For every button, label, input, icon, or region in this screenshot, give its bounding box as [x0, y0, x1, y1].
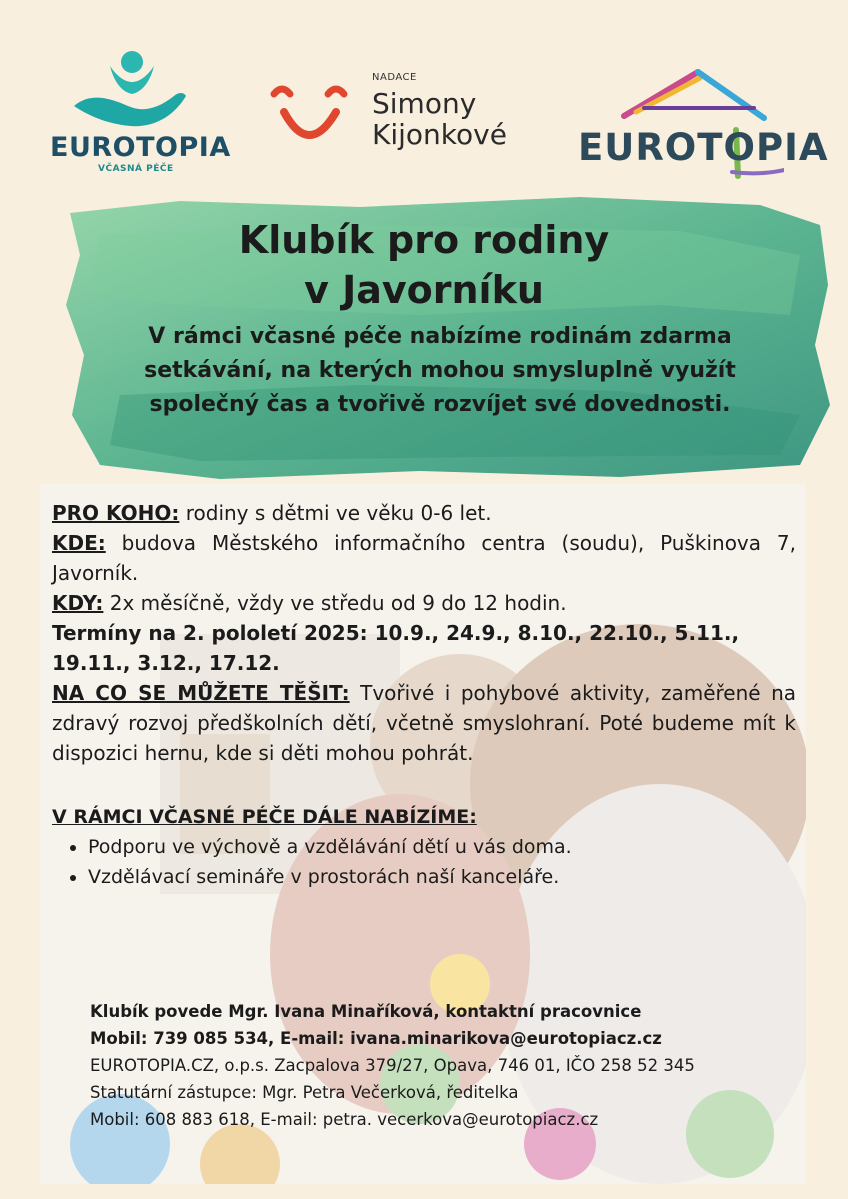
- for-whom-label: PRO KOHO:: [52, 501, 180, 525]
- list-item: • Vzdělávací semináře v prostorách naší kanceláře.: [88, 862, 796, 892]
- where-row: [52, 528, 796, 588]
- when-text: 2x měsíčně, vždy ve středu od 9 do 12 hodin.: [103, 591, 567, 615]
- when-label: KDY:: [52, 591, 104, 615]
- statutory-representative: Statutární zástupce: Mgr. Petra Večerková, ředitelka: [90, 1083, 519, 1102]
- for-whom-text: rodiny s dětmi ve věku 0-6 let.: [179, 501, 492, 525]
- logo-bar: [0, 0, 848, 190]
- contact-lead: Klubík povede Mgr. Ivana Minaříková, kontaktní pracovnice: [90, 1002, 642, 1021]
- info-section: [52, 498, 796, 892]
- contact-section: [90, 998, 790, 1133]
- where-text: budova Městského informačního centra (soudu), Puškinova 7, Javorník.: [52, 531, 796, 585]
- simony-line: Simony: [372, 87, 477, 120]
- organization-address: EUROTOPIA.CZ, o.p.s. Zacpalova 379/27, Opava, 746 01, IČO 258 52 345: [90, 1056, 695, 1075]
- nadace-simony-kijonkove-logo: [268, 68, 538, 168]
- nadace-label: NADACE: [372, 72, 417, 83]
- simony-kijonkove-name: [372, 88, 507, 150]
- look-forward-text: Tvořivé i pohybové aktivity, zaměřené na zdravý rozvoj předškolních dětí, včetně smyslohraní. Poté budeme mít k dispozici hernu, kde si děti mohou pohrát.: [52, 681, 796, 765]
- eurotopia-left-brand: EUROTOPIA: [50, 132, 231, 163]
- look-forward-label: NA CO SE MŮŽETE TĚŠIT:: [52, 681, 350, 705]
- representative-phone-email: Mobil: 608 883 618, E-mail: petra. vecerkova@eurotopiacz.cz: [90, 1110, 599, 1129]
- title-line-1: Klubík pro rodiny: [238, 218, 610, 262]
- eurotopia-right-logo: [574, 64, 829, 184]
- look-forward-row: [52, 678, 796, 768]
- kijonkove-line: Kijonkové: [372, 118, 507, 151]
- intro-text: V rámci včasné péče nabízíme rodinám zdarma setkávání, na kterých mohou smysluplně využít společný čas a tvořivě rozvíjet své dovednosti.: [144, 324, 736, 417]
- offer-heading: V RÁMCI VČASNÉ PÉČE DÁLE NABÍZÍME:: [52, 806, 477, 828]
- spacer: [52, 768, 796, 802]
- when-row: [52, 588, 796, 618]
- eurotopia-vcasna-pece-logo: [40, 48, 231, 178]
- title-line-2: v Javorníku: [304, 268, 544, 312]
- eurotopia-right-brand: EUROTOPIA: [578, 126, 829, 169]
- where-label: KDE:: [52, 531, 106, 555]
- dates-row: Termíny na 2. pololetí 2025: 10.9., 24.9., 8.10., 22.10., 5.11., 19.11., 3.12., 17.12.: [52, 621, 740, 675]
- smile-icon: [268, 78, 358, 158]
- for-whom-row: [52, 498, 796, 528]
- contact-lead-phone-email: Mobil: 739 085 534, E-mail: ivana.minarikova@eurotopiacz.cz: [90, 1029, 662, 1048]
- offer-list: [52, 832, 796, 892]
- vcasna-pece-label: VČASNÁ PÉČE: [98, 164, 174, 174]
- list-item: • Podporu ve výchově a vzdělávání dětí u vás doma.: [88, 832, 796, 862]
- hands-heart-icon: [70, 48, 190, 130]
